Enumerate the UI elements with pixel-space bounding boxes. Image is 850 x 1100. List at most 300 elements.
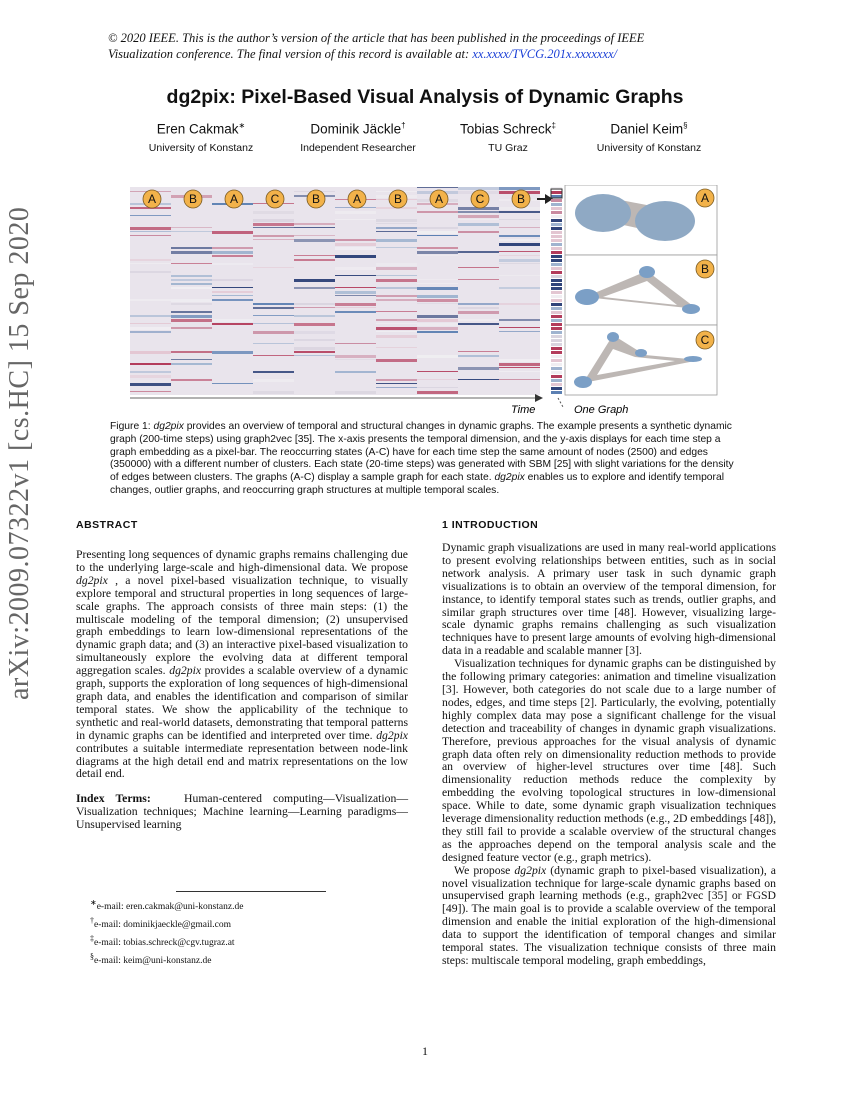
pixel-bar bbox=[458, 319, 499, 321]
pixel-bar bbox=[212, 295, 253, 296]
pixel-bar bbox=[171, 359, 212, 360]
pixel-bar bbox=[551, 363, 562, 366]
cluster-node bbox=[575, 194, 631, 232]
pixel-bar bbox=[171, 275, 212, 277]
intro-body bbox=[442, 542, 776, 968]
pixel-bar bbox=[458, 187, 499, 190]
pixel-bar bbox=[171, 319, 212, 322]
pixel-bar bbox=[551, 267, 562, 270]
pixel-bar bbox=[253, 391, 294, 394]
pixel-bar bbox=[551, 235, 562, 238]
abstract-heading: ABSTRACT bbox=[76, 519, 138, 531]
pixel-bar bbox=[551, 279, 562, 282]
state-badge-label: B bbox=[516, 192, 526, 206]
pixel-bar bbox=[551, 283, 562, 286]
footnote: ‡e-mail: tobias.schreck@cgv.tugraz.at bbox=[90, 934, 235, 949]
pixel-bar bbox=[335, 307, 376, 308]
pixel-bar bbox=[335, 243, 376, 246]
pixel-bar bbox=[376, 295, 417, 297]
cluster-node bbox=[684, 356, 702, 362]
pixel-bar bbox=[171, 263, 212, 264]
pixel-bar bbox=[253, 223, 294, 226]
pixel-bar bbox=[253, 307, 294, 309]
pixel-bar bbox=[130, 235, 171, 236]
pixel-bar bbox=[551, 227, 562, 230]
pixel-bar bbox=[417, 227, 458, 229]
pixel-bar bbox=[458, 211, 499, 213]
pixel-bar bbox=[551, 303, 562, 306]
state-badge-label: B bbox=[188, 192, 198, 206]
pixel-bar bbox=[499, 371, 540, 372]
cluster-node bbox=[635, 349, 647, 357]
pixel-bar bbox=[130, 375, 171, 378]
pixel-bar bbox=[417, 391, 458, 394]
copyright-notice bbox=[108, 30, 748, 62]
pixel-bar bbox=[417, 303, 458, 304]
pixel-bar bbox=[499, 255, 540, 256]
pixel-bar bbox=[417, 299, 458, 302]
author-3: Tobias Schreck‡ TU Graz bbox=[418, 121, 598, 154]
pixel-bar bbox=[499, 263, 540, 264]
pixel-bar bbox=[551, 263, 562, 266]
time-arrow-icon bbox=[535, 394, 543, 402]
one-graph-label: One Graph bbox=[574, 404, 629, 416]
pixel-bar bbox=[294, 331, 335, 334]
pixel-bar bbox=[417, 355, 458, 358]
intro-p2: Visualization techniques for dynamic graphs can be distinguished by the following primary categories: animation and timeline visualization [3]. However, both categories do not scale due to a large number of nodes, edges, and time steps [2]. Particularly, the evolving, potentially highly complex data may pose a significant challenge for the visual detection and traceability of changes in dynamic graph visualizations. Therefore, previous approaches for the visual analysis of dynamic graph data often rely on dimensionality reduction methods to provide an overview of higher-level structures over time [48]. Such dimensionality reduction methods reduce the complexity by embedding the evolving topological structures in low-dimensional space. While to date, some dynamic graph visualization techniques leverage dimensionality reduction methods (e.g., 2D embeddings [48]), they still fail to provide a scalable overview of the structural changes as the approaches depend on the temporal analysis scale and the designed feature vector (e.g., graph metrics). bbox=[442, 657, 776, 864]
pixel-bar bbox=[376, 223, 417, 224]
author-4: Daniel Keim§ University of Konstanz bbox=[559, 121, 739, 154]
author-affiliation: University of Konstanz bbox=[596, 141, 702, 154]
pixel-bar bbox=[294, 303, 335, 305]
pixel-bar bbox=[130, 363, 171, 365]
one-graph-pointer bbox=[558, 398, 563, 407]
pixel-bar bbox=[551, 311, 562, 314]
pixel-bar bbox=[376, 287, 417, 289]
pixel-bar bbox=[551, 355, 562, 358]
pixel-bar bbox=[551, 323, 562, 326]
pixel-bar bbox=[376, 227, 417, 229]
pixel-bar bbox=[458, 351, 499, 352]
pixel-bar bbox=[551, 307, 562, 310]
pixel-bar bbox=[551, 219, 562, 222]
pixel-bar bbox=[458, 367, 499, 370]
pixel-bar bbox=[551, 319, 562, 322]
graph-badge-label: B bbox=[700, 262, 710, 276]
pixel-bar bbox=[335, 343, 376, 344]
pixel-bar bbox=[171, 363, 212, 365]
pixel-bar bbox=[212, 263, 253, 265]
pixel-bar bbox=[499, 243, 540, 246]
pixel-bar bbox=[417, 371, 458, 372]
pixel-bar bbox=[551, 315, 562, 318]
pixel-bar bbox=[458, 355, 499, 357]
pixel-bar bbox=[551, 275, 562, 278]
arxiv-stamp: arXiv:2009.07322v1 [cs.HC] 15 Sep 2020 bbox=[4, 206, 35, 700]
pixel-bar bbox=[335, 303, 376, 306]
pixel-bar bbox=[551, 351, 562, 354]
pixel-bar bbox=[171, 231, 212, 232]
pixel-bar bbox=[171, 327, 212, 329]
index-terms: Human-centered computing—Visualization—Visualization techniques; Machine learning—Learning paradigms—Unsupervised learning bbox=[76, 792, 409, 832]
pixel-bar bbox=[376, 299, 417, 301]
pixel-bar bbox=[551, 367, 562, 370]
pixel-bar bbox=[130, 231, 171, 232]
pixel-bar bbox=[551, 251, 562, 254]
pixel-bar bbox=[130, 391, 171, 392]
pixel-bar bbox=[551, 375, 562, 378]
pixel-bar bbox=[417, 251, 458, 254]
cluster-node bbox=[635, 201, 695, 241]
notice-line2: Visualization conference. The final version of this record is available at: bbox=[108, 47, 470, 61]
pixel-bar bbox=[253, 315, 294, 316]
pixel-bar bbox=[294, 259, 335, 261]
pixel-bar bbox=[376, 387, 417, 388]
pixel-bar bbox=[171, 227, 212, 228]
pixel-bar bbox=[458, 219, 499, 220]
pixel-bar bbox=[551, 243, 562, 246]
pixel-bar bbox=[499, 363, 540, 366]
pixel-bar bbox=[458, 311, 499, 314]
pixel-bar bbox=[335, 267, 376, 270]
pixel-bar bbox=[376, 279, 417, 282]
pixel-bar bbox=[376, 319, 417, 321]
pixel-bar bbox=[499, 211, 540, 213]
pixel-bar bbox=[499, 275, 540, 276]
pixel-bar bbox=[376, 335, 417, 338]
pixel-bar bbox=[171, 287, 212, 289]
pixel-bar bbox=[294, 223, 335, 225]
pixel-bar bbox=[212, 299, 253, 301]
pixel-bar bbox=[294, 279, 335, 282]
doi-link[interactable]: xx.xxxx/TVCG.201x.xxxxxxx/ bbox=[472, 47, 618, 61]
pixel-bar bbox=[294, 239, 335, 242]
pixel-bar bbox=[130, 227, 171, 230]
pixel-bar bbox=[417, 187, 458, 188]
pixel-bar bbox=[417, 295, 458, 298]
pixel-bar bbox=[130, 263, 171, 264]
pixel-bar bbox=[551, 383, 562, 386]
index-terms-label: Index Terms: bbox=[76, 792, 151, 806]
pixel-bar bbox=[212, 279, 253, 281]
pixel-bar bbox=[171, 283, 212, 285]
graph-badge-label: A bbox=[700, 191, 710, 205]
pixel-bar bbox=[335, 291, 376, 294]
pixel-bar bbox=[417, 287, 458, 290]
author-name: Eren Cakmak bbox=[156, 121, 239, 137]
state-badge-label: A bbox=[147, 192, 157, 206]
pixel-bar bbox=[376, 263, 417, 266]
pixel-bar bbox=[376, 275, 417, 276]
pixel-bar bbox=[130, 299, 171, 301]
figure-caption: Figure 1: dg2pix provides an overview of temporal and structural changes in dynamic graphs. The example presents a synthetic dynamic graph (200-time steps) using graph2vec [35]. The x-axis presents the temporal dimension, and the y-axis displays for each time step a graph embedding as a pixel-bar. The reoccurring states (A-C) have for each time step the same amount of nodes (2500) and edges (350000) with a different number of clusters. Each state (20-time steps) was generated with SBM [25] with slight variations for the density of edges between clusters. The graphs (A-C) display a sample graph for each state. dg2pix enables us to explore and identify temporal changes, outlier graphs, and reoccurring graph structures at multiple temporal scales. bbox=[110, 421, 734, 496]
pixel-bar bbox=[499, 379, 540, 380]
pixel-bar bbox=[551, 203, 562, 206]
pixel-bar bbox=[253, 379, 294, 382]
pixel-bar bbox=[551, 299, 562, 302]
pixel-bar bbox=[212, 319, 253, 322]
pixel-bar bbox=[458, 307, 499, 309]
pixel-bar bbox=[171, 247, 212, 249]
pixel-bar bbox=[253, 267, 294, 268]
pixel-bar bbox=[551, 339, 562, 342]
pixel-bar bbox=[253, 343, 294, 344]
pixel-bar bbox=[551, 223, 562, 226]
pixel-bar bbox=[376, 347, 417, 348]
pixel-bar bbox=[499, 303, 540, 305]
pixel-bar bbox=[551, 259, 562, 262]
pixel-bar bbox=[551, 347, 562, 350]
pixel-bar bbox=[499, 259, 540, 262]
state-badge-label: C bbox=[270, 192, 280, 206]
pixel-bar bbox=[458, 303, 499, 305]
intro-heading: 1 INTRODUCTION bbox=[442, 519, 539, 531]
pixel-bar bbox=[376, 267, 417, 270]
pixel-bar bbox=[335, 371, 376, 373]
pixel-bar bbox=[130, 259, 171, 261]
footnotes bbox=[90, 896, 243, 969]
pixel-bar bbox=[499, 319, 540, 321]
pixel-bar bbox=[551, 191, 562, 194]
pixel-bar bbox=[253, 219, 294, 222]
pixel-bar bbox=[130, 215, 171, 216]
cluster-node bbox=[607, 332, 619, 342]
pixel-bar bbox=[499, 251, 540, 252]
pixel-bar bbox=[253, 239, 294, 240]
pixel-bar bbox=[417, 387, 458, 388]
pixel-bar bbox=[335, 247, 376, 250]
pixel-bar bbox=[499, 359, 540, 362]
cluster-node bbox=[639, 266, 655, 278]
pixel-bar bbox=[335, 275, 376, 276]
pixel-bar bbox=[335, 239, 376, 241]
footnote: §e-mail: keim@uni-konstanz.de bbox=[90, 952, 212, 967]
pixel-bar bbox=[458, 223, 499, 226]
pixel-bar bbox=[294, 355, 335, 356]
pixel-bar bbox=[335, 295, 376, 296]
pixel-bar bbox=[212, 287, 253, 288]
pixel-bar bbox=[417, 315, 458, 318]
pixel-bar bbox=[171, 251, 212, 254]
pixel-bar bbox=[212, 291, 253, 293]
pixel-bar bbox=[499, 287, 540, 289]
pixel-bar bbox=[551, 327, 562, 330]
pixel-bar bbox=[499, 235, 540, 237]
pixel-bar bbox=[130, 327, 171, 330]
pixel-bar bbox=[551, 255, 562, 258]
figure-1 bbox=[125, 185, 725, 417]
pixel-bar bbox=[294, 235, 335, 236]
pixel-bar bbox=[417, 327, 458, 330]
pixel-bar bbox=[376, 311, 417, 312]
pixel-bar bbox=[171, 279, 212, 281]
pixel-bar bbox=[551, 271, 562, 274]
pixel-bar bbox=[458, 231, 499, 233]
pixel-bar bbox=[130, 371, 171, 373]
pixel-bar bbox=[294, 315, 335, 317]
pixel-bar bbox=[335, 287, 376, 288]
pixel-bar bbox=[376, 383, 417, 384]
paper-title: dg2pix: Pixel-Based Visual Analysis of Dynamic Graphs bbox=[166, 86, 684, 108]
pixel-bar bbox=[171, 311, 212, 313]
pixel-bar bbox=[551, 207, 562, 210]
pixel-bar bbox=[130, 271, 171, 273]
pixel-bar bbox=[551, 335, 562, 338]
abstract-body: Presenting long sequences of dynamic graphs remains challenging due to the underlying large-scale and high-dimensional data. We propose dg2pix , a novel pixel-based visualization technique, to visually explore temporal and structural properties in long sequences of large-scale graphs. The approach consists of three main steps: (1) the multiscale modeling of the temporal dimension; (2) unsupervised graph embeddings to learn low-dimensional representations of the dynamic graph data; and (3) an interactive pixel-based visualization to simultaneously explore the evolving data at different temporal aggregation scales. dg2pix provides a scalable overview of a dynamic graph, supports the exploration of long sequences of high-dimensional graph data, and enables the identification and comparison of similar temporal states. We show the applicability of the technique to synthetic and real-world datasets, demonstrating that temporal patterns in dynamic graphs can be identified and interpreted over time. dg2pix contributes a suitable intermediate representation between node-link diagrams at the high detail end and matrix representations on the low detail end. Index Terms: Human-centered computing—Visualization—Visualization techniques; Machine learning—Learning paradigms—Unsupervised learning bbox=[76, 548, 409, 832]
pixel-bar bbox=[171, 379, 212, 381]
pixel-bar bbox=[499, 187, 540, 190]
author-1: Eren Cakmak∗ University of Konstanz bbox=[111, 121, 291, 154]
pixel-bar bbox=[212, 231, 253, 234]
pixel-bar bbox=[294, 339, 335, 341]
pixel-bar bbox=[130, 383, 171, 386]
pixel-bar bbox=[551, 239, 562, 242]
pixel-bar bbox=[499, 219, 540, 220]
pixel-bar bbox=[376, 231, 417, 232]
author-name: Daniel Keim bbox=[610, 121, 684, 137]
pixel-bar bbox=[417, 323, 458, 326]
pixel-bar bbox=[335, 359, 376, 360]
pixel-bar bbox=[294, 323, 335, 326]
pixel-bar bbox=[253, 331, 294, 334]
author-affiliation: TU Graz bbox=[488, 141, 528, 154]
pixel-bar bbox=[417, 211, 458, 213]
pixel-bar bbox=[294, 227, 335, 228]
pixel-bar bbox=[499, 227, 540, 228]
pixel-bar bbox=[253, 211, 294, 214]
pixel-bar bbox=[551, 379, 562, 382]
pixel-bar bbox=[551, 387, 562, 390]
pixel-bar bbox=[551, 247, 562, 250]
pixel-bar bbox=[171, 299, 212, 302]
cluster-node bbox=[574, 376, 592, 388]
pixel-bar bbox=[212, 383, 253, 384]
state-badge-label: A bbox=[434, 192, 444, 206]
pixel-bar-heatmap bbox=[130, 187, 540, 395]
cluster-node bbox=[575, 289, 599, 305]
pixel-bar bbox=[551, 291, 562, 294]
footnote-rule bbox=[176, 891, 326, 892]
pixel-bar bbox=[335, 255, 376, 258]
pixel-bar bbox=[376, 239, 417, 242]
state-badge-label: B bbox=[311, 192, 321, 206]
pixel-bar bbox=[171, 351, 212, 353]
pixel-bar bbox=[212, 247, 253, 249]
pixel-bar bbox=[253, 303, 294, 305]
pixel-bar bbox=[551, 211, 562, 214]
author-name: Tobias Schreck bbox=[460, 121, 552, 137]
pixel-bar bbox=[551, 343, 562, 346]
pixel-bar bbox=[130, 323, 171, 324]
pixel-bar bbox=[335, 219, 376, 220]
pixel-bar bbox=[212, 251, 253, 254]
pixel-bar bbox=[551, 359, 562, 362]
pixel-bar bbox=[376, 327, 417, 330]
pixel-bar bbox=[417, 235, 458, 236]
pixel-bar bbox=[551, 295, 562, 298]
intro-p3: We propose dg2pix (dynamic graph to pixel-based visualization), a novel visualization technique for large-scale dynamic graphs based on unsupervised graph learning methods (e.g., graph2vec [35] or FGSD [49]). The main goal is to provide a scalable overview of the temporal dimension and enable the initial exploration of the high-dimensional data to support the identification of temporal changes and similar temporal states. The visualization technique consists of three main steps: multiscale temporal modeling, graph embeddings, bbox=[442, 863, 776, 967]
pixel-bar bbox=[551, 371, 562, 374]
pixel-bar bbox=[417, 247, 458, 249]
pixel-bar bbox=[499, 331, 540, 332]
pixel-bar bbox=[551, 215, 562, 218]
pixel-bar bbox=[458, 379, 499, 380]
cluster-node bbox=[682, 304, 700, 314]
intro-p1: Dynamic graph visualizations are used in many real-world applications to present evolving relationships between entities, such as in social network analysis. A primary user task in such dynamic graph visualizations is to obtain an overview of the temporal dimension, for instance, to identify temporal states such as trends, outlier graphs, and similar graph structures over time [48]. However, visualizing large-scale dynamic graphs remains challenging as such visualization techniques have to present large amounts of evolving high-dimensional data in a readable and scalable manner [3]. bbox=[442, 541, 776, 658]
pixel-bar bbox=[458, 251, 499, 253]
pixel-bar bbox=[499, 367, 540, 368]
state-badge-label: A bbox=[229, 192, 239, 206]
time-label: Time bbox=[511, 404, 536, 416]
author-2: Dominik Jäckle† Independent Researcher bbox=[268, 121, 448, 154]
pixel-bar bbox=[130, 315, 171, 317]
pixel-bar bbox=[130, 351, 171, 354]
pixel-bar bbox=[253, 227, 294, 228]
pixel-bar bbox=[376, 331, 417, 332]
pixel-bar bbox=[458, 323, 499, 325]
state-badge-label: A bbox=[352, 192, 362, 206]
pixel-bar bbox=[294, 347, 335, 350]
pixel-bar bbox=[294, 287, 335, 289]
pixel-bar bbox=[458, 215, 499, 218]
pixel-bar bbox=[376, 219, 417, 222]
pixel-bar bbox=[417, 379, 458, 380]
state-badge-label: B bbox=[393, 192, 403, 206]
pixel-bar bbox=[253, 323, 294, 324]
pixel-bar bbox=[294, 351, 335, 353]
author-name: Dominik Jäckle bbox=[310, 121, 402, 137]
pixel-bar bbox=[551, 287, 562, 290]
footnote: †e-mail: dominikjaeckle@gmail.com bbox=[90, 916, 231, 931]
pixel-bar bbox=[376, 359, 417, 362]
pixel-bar bbox=[551, 391, 562, 394]
pixel-bar bbox=[376, 247, 417, 248]
pixel-bar bbox=[212, 323, 253, 325]
pixel-bar bbox=[499, 239, 540, 241]
pixel-bar bbox=[253, 355, 294, 356]
notice-line1: © 2020 IEEE. This is the author’s version of the article that has been published in the proceedings of IEEE bbox=[108, 31, 645, 45]
author-affiliation: University of Konstanz bbox=[148, 141, 254, 154]
pixel-bar bbox=[551, 231, 562, 234]
pixel-bar bbox=[551, 199, 562, 202]
pixel-bar bbox=[417, 279, 458, 280]
pixel-bar bbox=[130, 331, 171, 333]
pixel-bar bbox=[171, 303, 212, 305]
pixel-bar bbox=[171, 315, 212, 318]
pixel-bar bbox=[335, 211, 376, 214]
page-number: 1 bbox=[422, 1044, 428, 1058]
state-badge-label: C bbox=[475, 192, 485, 206]
pixel-bar bbox=[551, 331, 562, 334]
single-graph-column bbox=[551, 187, 562, 394]
pixel-bar bbox=[458, 279, 499, 280]
pixel-bar bbox=[253, 371, 294, 373]
pixel-bar bbox=[376, 323, 417, 324]
pixel-bar bbox=[335, 391, 376, 394]
pixel-bar bbox=[335, 355, 376, 358]
pixel-bar bbox=[417, 255, 458, 256]
pixel-bar bbox=[294, 255, 335, 256]
pixel-bar bbox=[253, 235, 294, 237]
pixel-bar bbox=[294, 307, 335, 308]
graph-badge-label: C bbox=[700, 333, 710, 347]
pixel-bar bbox=[335, 311, 376, 313]
pixel-bar bbox=[458, 267, 499, 268]
pixel-bar bbox=[417, 283, 458, 284]
pixel-bar bbox=[376, 379, 417, 381]
pixel-bar bbox=[417, 231, 458, 234]
pixel-bar bbox=[499, 327, 540, 328]
